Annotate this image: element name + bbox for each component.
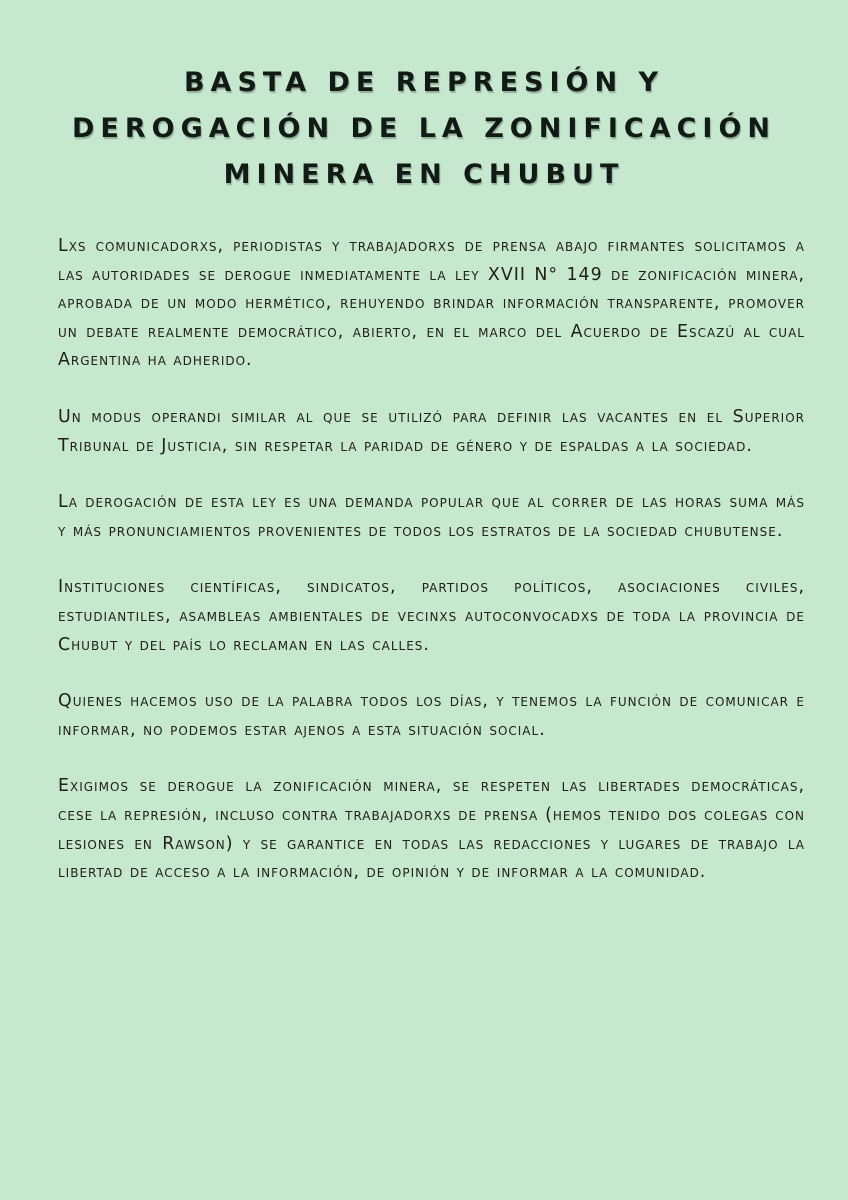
paragraph-4: Instituciones científicas, sindicatos, partidos políticos, asociaciones civiles, estudiantiles, asambleas ambientales de vecinxs autoconvocadxs de toda la provincia de Chubut y del país lo reclaman en las calles. [58,577,805,655]
paragraph-6: Exigimos se derogue la zonificación minera, se respeten las libertades democráticas, cese la represión, incluso contra trabajadorxs de prensa (hemos tenido dos colegas con lesiones en Rawson) y se garantice en todas las redacciones y lugares de trabajo la libertad de acceso a la información, de opinión y de informar a la comunidad. [58,776,805,883]
title-line-2: DEROGACIÓN DE LA ZONIFICACIÓN [71,113,776,144]
paragraph-1: Lxs comunicadorxs, periodistas y trabajadorxs de prensa abajo firmantes solicitamos a las autoridades se derogue inmediatamente la ley XVII N° 149 de zonificación minera, aprobada de un modo hermético, rehuyendo brindar información transparente, promover un debate realmente democrático, abierto, en el marco del Acuerdo de Escazú al cual Argentina ha adherido. [58,236,805,371]
paragraph-2: Un modus operandi similar al que se utilizó para definir las vacantes en el Superior Tribunal de Justicia, sin respetar la paridad de género y de espaldas a la sociedad. [58,406,805,456]
title-line-1: BASTA DE REPRESIÓN Y [183,67,665,98]
paragraph-5: Quienes hacemos uso de la palabra todos los días, y tenemos la función de comunicar e informar, no podemos estar ajenos a esta situación social. [58,691,805,740]
document-body [58,232,805,915]
document-title [40,60,808,198]
title-line-3: MINERA EN CHUBUT [223,159,625,190]
paragraph-3: La derogación de esta ley es una demanda popular que al correr de las horas suma más y más pronunciamientos provenientes de todos los estratos de la sociedad chubutense. [58,492,805,541]
